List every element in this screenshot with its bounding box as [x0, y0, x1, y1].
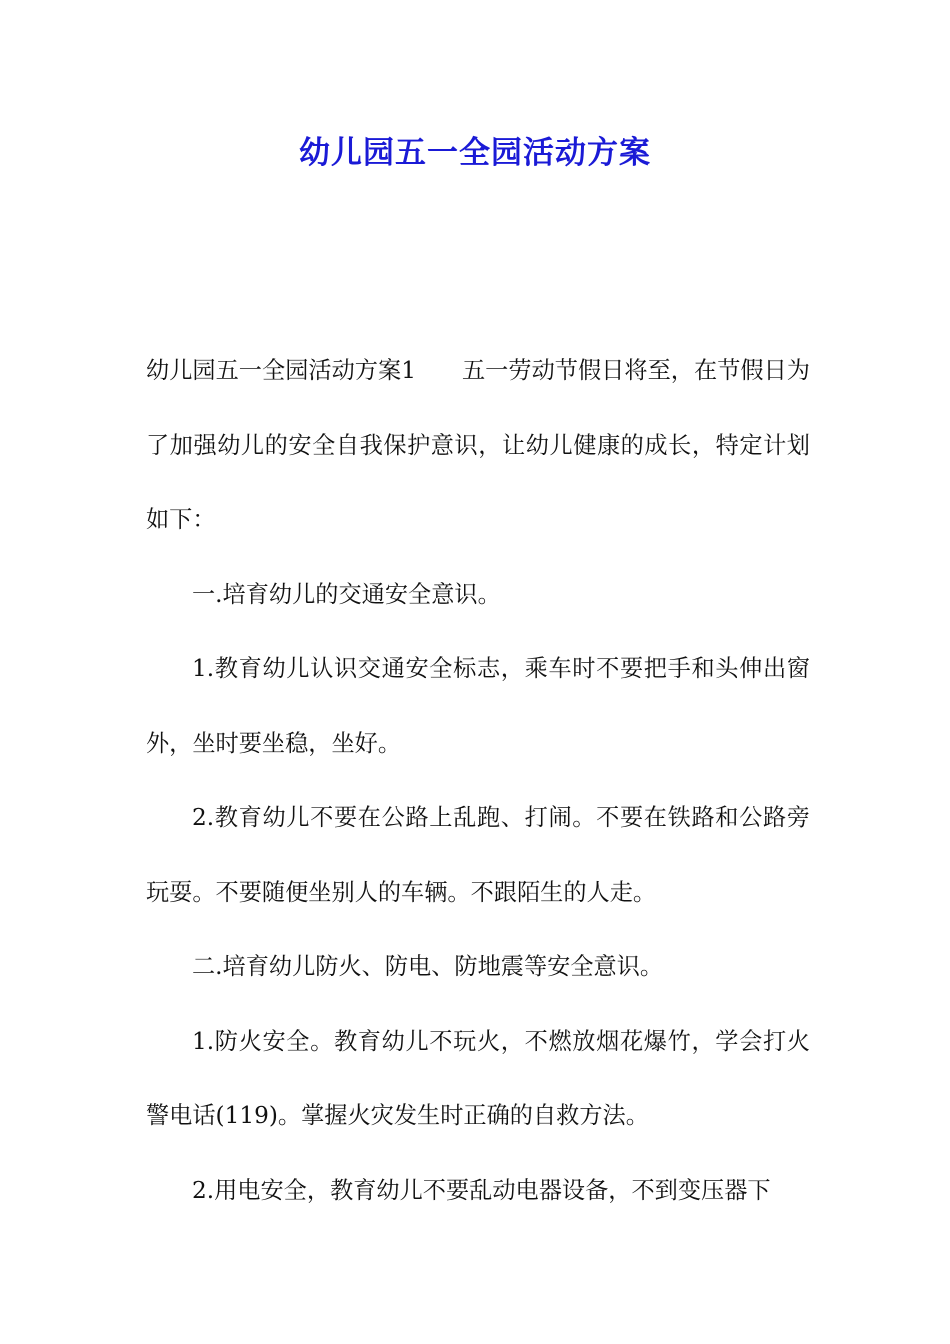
document-body — [146, 334, 810, 1228]
intro-text: 五一劳动节假日将至，在节假日为了加强幼儿的安全自我保护意识，让幼儿健康的成长，特定计划如下： — [146, 357, 810, 533]
intro-heading: 幼儿园五一全园活动方案1 — [146, 357, 416, 384]
paragraph-fire-safety: 1.防火安全。教育幼儿不玩火，不燃放烟花爆竹，学会打火警电话(119)。掌握火灾发生时正确的自救方法。 — [146, 1027, 810, 1129]
paragraph-electric-safety: 2.用电安全，教育幼儿不要乱动电器设备，不到变压器下 — [192, 1176, 771, 1204]
paragraph-traffic-1: 1.教育幼儿认识交通安全标志，乘车时不要把手和头伸出窗外，坐时要坐稳，坐好。 — [146, 655, 810, 757]
section-heading-fire-electric: 二.培育幼儿防火、防电、防地震等安全意识。 — [192, 953, 664, 980]
document-title: 幼儿园五一全园活动方案 — [299, 135, 651, 171]
intro-paragraph — [146, 334, 810, 558]
section-heading-traffic: 一.培育幼儿的交通安全意识。 — [192, 580, 501, 608]
paragraph-traffic-2: 2.教育幼儿不要在公路上乱跑、打闹。不要在铁路和公路旁玩耍。不要随便坐别人的车辆。不跟陌生的人走。 — [146, 804, 810, 906]
